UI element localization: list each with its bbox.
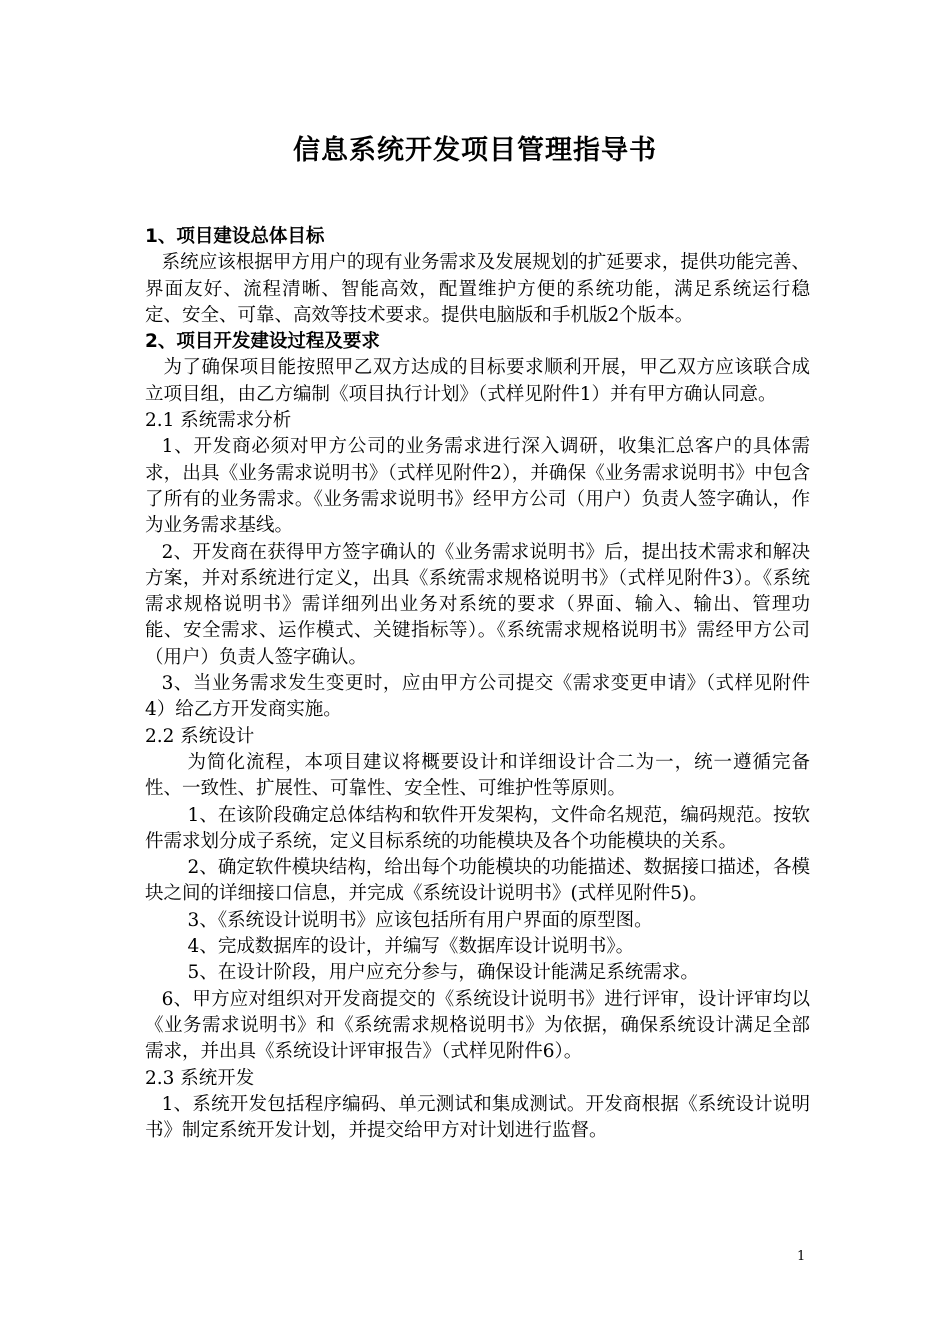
paragraph-2-1-item-3: 3、当业务需求发生变更时，应由甲方公司提交《需求变更申请》（式样见附件4）给乙方开发商实施。 — [145, 673, 810, 721]
paragraph-2-2-item-4: 4、完成数据库的设计，并编写《数据库设计说明书》。 — [187, 936, 635, 958]
section-heading-2: 2、项目开发建设过程及要求 — [145, 331, 380, 353]
paragraph-2-1-item-2: 2、开发商在获得甲方签字确认的《业务需求说明书》后，提出技术需求和解决方案，并对系统进行定义，出具《系统需求规格说明书》（式样见附件3）。《系统需求规格说明书》需详细列出业务对系统的要求（界面、输入、输出、管理功能、安全需求、运作模式、关键指标等）。《系统需求规格说明书》需经甲方公司（用户）负责人签字确认。 — [145, 541, 810, 668]
paragraph-2-2-item-1: 1、在该阶段确定总体结构和软件开发架构，文件命名规范，编码规范。按软件需求划分成子系统，定义目标系统的功能模块及各个功能模块的关系。 — [145, 804, 810, 852]
paragraph-2-1-item-1: 1、开发商必须对甲方公司的业务需求进行深入调研，收集汇总客户的具体需求，出具《业务需求说明书》（式样见附件2），并确保《业务需求说明书》中包含了所有的业务需求。《业务需求说明书》经甲方公司（用户）负责人签字确认，作为业务需求基线。 — [145, 436, 810, 537]
subsection-heading-2-3: 2.3 系统开发 — [145, 1067, 255, 1089]
section-heading-1: 1、项目建设总体目标 — [145, 226, 325, 247]
paragraph-2-2-item-5: 5、在设计阶段，用户应充分参与，确保设计能满足系统需求。 — [187, 962, 699, 984]
document-title: 信息系统开发项目管理指导书 — [293, 135, 657, 166]
paragraph-2-2-item-3: 3、《系统设计说明书》应该包括所有用户界面的原型图。 — [187, 909, 653, 931]
paragraph-goal: 系统应该根据甲方用户的现有业务需求及发展规划的扩延要求，提供功能完善、界面友好、流程清晰、智能高效，配置维护方便的系统功能，满足系统运行稳定、安全、可靠、高效等技术要求。提供电脑版和手机版2个版本。 — [145, 252, 810, 326]
page-number: 1 — [797, 1249, 806, 1264]
paragraph-2-2-intro: 为简化流程，本项目建议将概要设计和详细设计合二为一，统一遵循完备性、一致性、扩展性、可靠性、安全性、可维护性等原则。 — [145, 751, 810, 800]
paragraph-2-2-item-6: 6、甲方应对组织对开发商提交的《系统设计说明书》进行评审，设计评审均以《业务需求说明书》和《系统需求规格说明书》为依据，确保系统设计满足全部需求，并出具《系统设计评审报告》（式样见附件6）。 — [145, 988, 810, 1063]
document-body — [145, 224, 810, 1144]
paragraph-2-2-item-2: 2、确定软件模块结构，给出每个功能模块的功能描述、数据接口描述，各模块之间的详细接口信息，并完成《系统设计说明书》(式样见附件5)。 — [145, 857, 810, 905]
paragraph-2-3-item-1: 1、系统开发包括程序编码、单元测试和集成测试。开发商根据《系统设计说明书》制定系统开发计划，并提交给甲方对计划进行监督。 — [145, 1093, 810, 1142]
subsection-heading-2-2: 2.2 系统设计 — [145, 725, 255, 747]
subsection-heading-2-1: 2.1 系统需求分析 — [145, 410, 292, 432]
paragraph-process: 为了确保项目能按照甲乙双方达成的目标要求顺利开展，甲乙双方应该联合成立项目组，由乙方编制《项目执行计划》（式样见附件1）并有甲方确认同意。 — [145, 357, 810, 405]
